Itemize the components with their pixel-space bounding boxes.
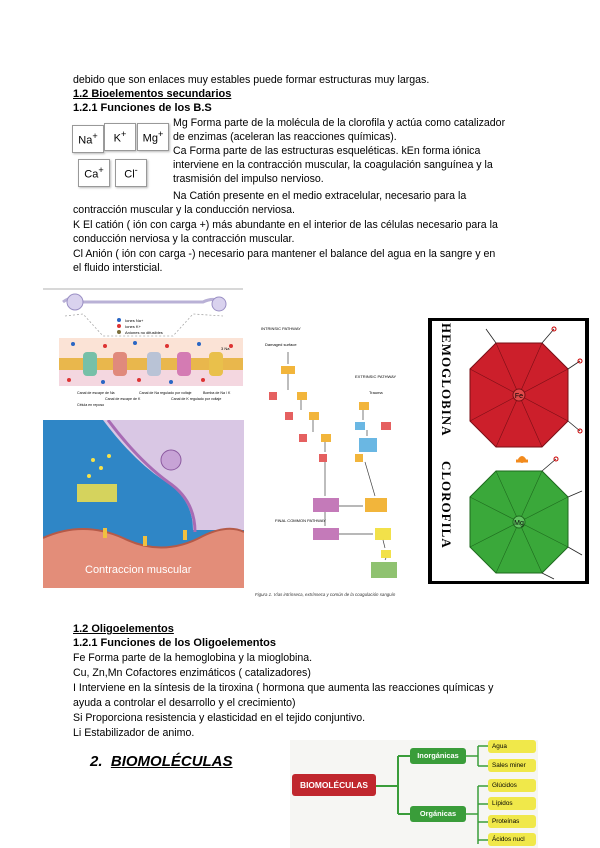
- section-subtitle-bs: 1.2.1 Funciones de los B.S: [73, 102, 212, 114]
- neuron-membrane-image: [43, 288, 243, 410]
- line-k-1: K El catión ( ión con carga +) más abundante en el interior de las células necesario para la: [73, 219, 498, 231]
- line-cl-1: Cl Anión ( ión con carga -) necesario para mantener el balance del agua en la sangre y en: [73, 248, 496, 260]
- agua-box: Agua: [488, 740, 536, 753]
- channel-label-3: Canal de Na regulado por voltaje: [139, 391, 192, 395]
- heading-number: 2.: [90, 753, 103, 770]
- line-na-1: Na Catión presente en el medio extracelular, necesario para la: [173, 190, 467, 202]
- line-ca-2: interviene en la contracción muscular, la coagulación sanguínea y la: [173, 159, 493, 171]
- organicas-box: Orgánicas: [410, 806, 466, 822]
- line-ca-3: trasmisión del impulso nervioso.: [173, 173, 324, 185]
- line-k-2: conducción nerviosa y la contracción muscular.: [73, 233, 295, 245]
- line-cu-zn-mn: Cu, Zn,Mn Cofactores enzimáticos ( catalizadores): [73, 667, 311, 679]
- line-mg-2: de enzimas (aceleran las reacciones químicas).: [173, 131, 397, 143]
- neuron-membrane-figure: [43, 288, 243, 410]
- biomoleculas-heading: [90, 753, 233, 770]
- proteinas-box: Proteínas: [488, 815, 536, 828]
- channel-label-2: Canal de escape de K: [105, 397, 141, 401]
- symbol-tile-cl: Cl-: [115, 159, 147, 187]
- chlorophyll-label: CLOROFILA: [439, 461, 454, 549]
- biomoleculas-root-box: BIOMOLÉCULAS: [292, 774, 376, 796]
- lipidos-box: Lípidos: [488, 797, 536, 810]
- sales-minerales-box: Sales miner: [488, 759, 536, 772]
- inorganicas-box: Inorgánicas: [410, 748, 466, 764]
- trauma-label: Trauma: [369, 390, 383, 395]
- coagulation-caption: Figura 1. Vías intrínseca, extrínseca y común de la coagulación sanguín: [255, 592, 396, 597]
- symbol-tile-mg: Mg+: [137, 123, 169, 151]
- line-fe: Fe Forma parte de la hemoglobina y la mioglobina.: [73, 652, 313, 664]
- biomoleculas-map: [290, 740, 538, 848]
- line-na-2: contracción muscular y la conducción nerviosa.: [73, 204, 295, 216]
- porphyrin-rings-image: [458, 321, 585, 581]
- line-cl-2: el fluido intersticial.: [73, 262, 163, 274]
- magnesium-atom: Mg: [514, 520, 524, 527]
- line-li: Li Estabilizador de animo.: [73, 727, 195, 739]
- iron-atom: Fe: [514, 393, 524, 400]
- extrinsic-pathway-label: EXTRINSIC PATHWAY: [355, 374, 397, 379]
- legend-anions: Aniones no difusibles: [125, 330, 163, 335]
- muscle-contraction-image: [43, 420, 244, 588]
- legend-na: Iones Na+: [125, 318, 144, 323]
- line-mg-1: Mg Forma parte de la molécula de la clorofila y actúa como catalizador: [173, 117, 506, 129]
- intro-line: debido que son enlaces muy estables puede formar estructuras muy largas.: [73, 74, 430, 86]
- coagulation-figure: [255, 322, 427, 584]
- na-pump-label: 3 Na: [221, 346, 230, 351]
- channel-label-5: Bomba de Na / K: [203, 391, 231, 395]
- line-i-2: ayuda a controlar el desarrollo y el crecimiento): [73, 697, 296, 709]
- damaged-surface-label: Damaged surface: [265, 342, 297, 347]
- glucidos-box: Glúcidos: [488, 779, 536, 792]
- muscle-contraction-figure: [43, 420, 244, 588]
- symbol-tile-na: Na+: [72, 125, 104, 153]
- legend-k: Iones K+: [125, 324, 141, 329]
- line-ca-1: Ca Forma parte de las estructuras esqueléticas. kEn forma iónica: [173, 145, 481, 157]
- acidos-nucleicos-box: Ácidos nucl: [488, 833, 536, 846]
- cell-rest-label: Célula en reposo: [77, 403, 105, 407]
- symbol-tile-ca: Ca+: [78, 159, 110, 187]
- symbol-tile-k: K+: [104, 123, 136, 151]
- section-title-oligoelementos: 1.2 Oligoelementos: [73, 623, 174, 635]
- muscle-caption: Contraccion muscular: [85, 564, 192, 576]
- intrinsic-pathway-label: INTRINSIC PATHWAY: [261, 326, 301, 331]
- channel-label-1: Canal de escape de Na: [77, 391, 115, 395]
- channel-label-4: Canal de K regulado por voltaje: [171, 397, 222, 401]
- heading-title: BIOMOLÉCULAS: [110, 753, 233, 770]
- hemoglobin-label: HEMOGLOBINA: [439, 323, 454, 437]
- line-i-1: I Interviene en la síntesis de la tiroxina ( hormona que aumenta las reacciones químicas y: [73, 682, 494, 694]
- section-title-bioelementos: 1.2 Bioelementos secundarios: [73, 88, 232, 100]
- hemoglobin-chlorophyll-figure: [428, 318, 589, 584]
- line-si: Si Proporciona resistencia y elasticidad en el tejido conjuntivo.: [73, 712, 366, 724]
- coagulation-diagram: [255, 322, 427, 584]
- section-subtitle-oligo: 1.2.1 Funciones de los Oligoelementos: [73, 637, 276, 649]
- final-pathway-label: FINAL COMMON PATHWAY: [275, 518, 326, 523]
